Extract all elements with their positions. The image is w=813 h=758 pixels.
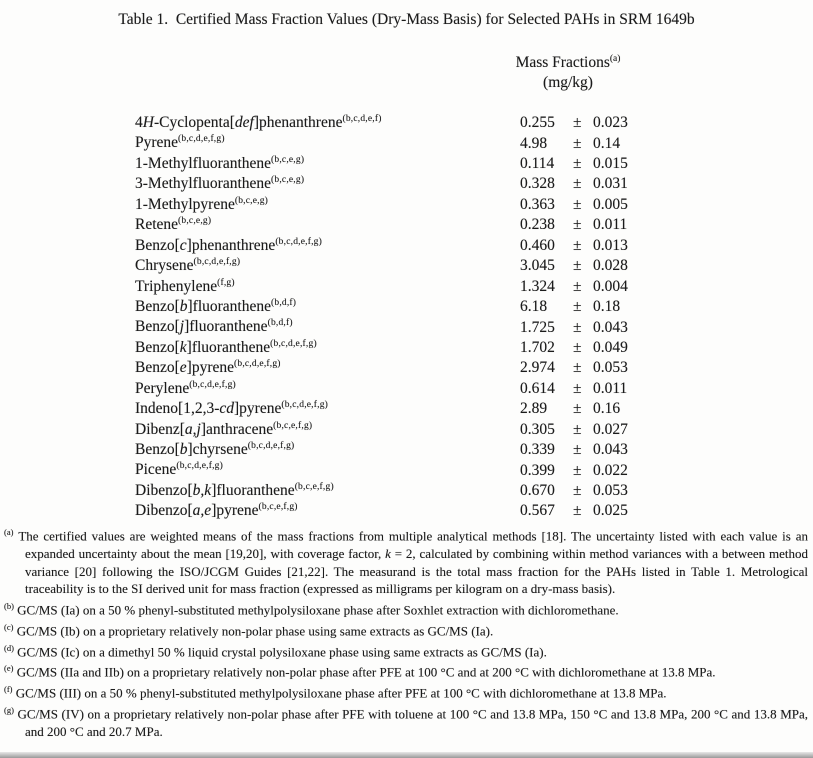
footnote-ref: (b,c,d,e,f,g)	[176, 461, 223, 472]
footnote	[4, 640, 808, 661]
footnote	[4, 598, 808, 619]
footnote-ref: (b,c,e,f,g)	[294, 481, 334, 492]
italic-text: a,j	[184, 420, 201, 438]
text-segment: ]pyrene	[211, 502, 259, 520]
footnote-ref-a: (a)	[609, 54, 621, 64]
italic-text: k	[385, 545, 391, 561]
text-segment: Dibenzo[	[135, 502, 193, 520]
uncertainty-value: 0.043	[593, 318, 628, 336]
footnote-ref: (b,c,e,g)	[271, 154, 305, 165]
text-segment: Dibenzo[	[135, 482, 193, 500]
text-segment: Benzo[	[135, 359, 180, 377]
uncertainty-value: 0.053	[593, 359, 628, 377]
footnote-marker: (d)	[4, 642, 14, 653]
text-segment: GC/MS (IV) on a proprietary relatively non-polar phase after PFE with toluene at 100 °C and 13.8 MPa, 150 °C and 13.8 MPa, 200 °C and 13.8 MPa, and 200 °C and 20.7 MPa.	[17, 706, 808, 740]
footnote-ref: (b,c,d,e,f,g)	[275, 236, 322, 247]
footnote-ref: (f,g)	[217, 277, 235, 288]
mass-value: 3.045	[520, 257, 555, 275]
italic-text: e	[179, 359, 187, 377]
plus-minus: ±	[573, 114, 582, 132]
scan-edge-artifact	[0, 752, 813, 758]
footnote-marker: (b)	[4, 600, 14, 611]
italic-text: b,k	[192, 482, 212, 500]
text-segment: 1-Methylfluoranthene	[135, 155, 272, 173]
plus-minus: ±	[573, 236, 582, 254]
text-segment: Retene	[135, 216, 179, 234]
footnote-ref: (b,c,d,e,f,g)	[270, 338, 317, 349]
mass-value: 0.614	[520, 379, 555, 397]
text-segment: Benzo[	[135, 318, 180, 336]
footnote-marker: (a)	[4, 527, 14, 537]
text-segment: ]pyrene	[186, 359, 234, 377]
column-header-text: Mass Fractions	[515, 54, 610, 72]
uncertainty-value: 0.031	[593, 175, 628, 193]
footnote-ref: (b,c,e,g)	[234, 195, 269, 206]
footnote-ref: (b,d,f)	[271, 297, 297, 308]
footnote-ref: (b,c,e,f,g)	[258, 502, 298, 513]
footnote-ref: (b,c,d,e,f)	[342, 114, 382, 124]
uncertainty-value: 0.005	[593, 195, 628, 213]
text-segment: Benzo[	[135, 441, 180, 459]
text-segment: Indeno[1,2,3-	[135, 400, 220, 418]
mass-value: 1.725	[520, 318, 555, 336]
compound-name	[135, 497, 520, 522]
plus-minus: ±	[573, 338, 582, 356]
text-segment: Perylene	[135, 379, 190, 397]
footnote-marker: (e)	[4, 663, 14, 674]
italic-text: def	[234, 114, 254, 132]
text-segment: Benzo[	[135, 298, 180, 316]
uncertainty-value: 0.028	[593, 257, 628, 275]
footnote-ref: (b,c,d,e,f,g)	[247, 441, 295, 451]
text-segment: Chrysene	[135, 257, 194, 275]
footnote-ref: (b,c,e,g)	[178, 216, 212, 227]
uncertainty-value: 0.015	[593, 155, 628, 173]
text-segment: ]pyrene	[234, 400, 282, 418]
mass-value: 0.567	[520, 502, 555, 520]
italic-text: cd	[219, 400, 235, 418]
footnote-ref: (b,c,e,f,g)	[273, 420, 313, 431]
mass-value: 0.363	[520, 195, 555, 213]
text-segment: Triphenylene	[135, 277, 218, 295]
plus-minus: ±	[573, 216, 582, 234]
uncertainty-value: 0.043	[593, 441, 628, 459]
text-segment: ]phenanthrene	[253, 114, 343, 132]
mass-value: 0.399	[520, 461, 555, 479]
plus-minus: ±	[573, 379, 582, 397]
text-segment: ]anthracene	[200, 420, 274, 438]
plus-minus: ±	[573, 359, 582, 377]
table-row	[135, 109, 813, 132]
italic-text: H	[142, 114, 154, 132]
footnote	[4, 524, 808, 598]
footnote-ref: (b,c,d,e,f,g)	[189, 379, 236, 390]
plus-minus: ±	[573, 318, 582, 336]
mass-value: 1.324	[520, 277, 555, 295]
footnote-ref: (b,c,d,e,f,g)	[193, 257, 241, 268]
mass-value: 0.670	[520, 482, 555, 500]
text-segment: Dibenz[	[135, 420, 185, 438]
mass-value: 0.460	[520, 236, 555, 254]
text-segment: ]fluoranthene	[186, 338, 271, 356]
text-segment: GC/MS (Ic) on a dimethyl 50 % liquid crystal polysiloxane phase using same extracts as GC/MS (Ia).	[17, 643, 547, 659]
uncertainty-value: 0.025	[593, 502, 628, 520]
plus-minus: ±	[573, 400, 582, 418]
plus-minus: ±	[573, 134, 582, 152]
plus-minus: ±	[573, 461, 582, 479]
footnote-ref: (b,c,d,e,f,g)	[234, 359, 281, 370]
italic-text: c	[179, 236, 187, 254]
uncertainty-value: 0.011	[593, 379, 628, 397]
uncertainty-value: 0.14	[593, 134, 621, 152]
plus-minus: ±	[573, 420, 582, 438]
uncertainty-value: 0.004	[593, 277, 628, 295]
mass-value: 2.89	[520, 400, 548, 418]
column-header-unit: (mg/kg)	[543, 74, 593, 92]
uncertainty-value: 0.16	[593, 400, 621, 418]
text-segment: Benzo[	[135, 338, 180, 356]
mass-value: 0.114	[520, 155, 555, 173]
mass-value: 0.305	[520, 420, 555, 438]
text-segment: 3-Methylfluoranthene	[135, 175, 272, 193]
text-segment: ]chyrsene	[187, 441, 248, 459]
text-segment: ]phenanthrene	[186, 236, 276, 254]
plus-minus: ±	[573, 257, 582, 275]
table-title: Table 1. Certified Mass Fraction Values (Dry-Mass Basis) for Selected PAHs in SRM 1649b	[118, 11, 695, 28]
mass-value: 0.328	[520, 175, 555, 193]
plus-minus: ±	[573, 441, 582, 459]
mass-value: 4.98	[520, 134, 548, 152]
text-segment: Benzo[	[135, 236, 180, 254]
text-segment: ]fluoranthene	[211, 482, 295, 500]
footnote	[4, 619, 808, 640]
plus-minus: ±	[573, 195, 582, 213]
footnote-marker: (g)	[4, 705, 14, 716]
footnote-ref: (b,d,f)	[267, 318, 293, 329]
uncertainty-value: 0.023	[593, 114, 628, 132]
footnote-marker: (c)	[4, 621, 14, 632]
uncertainty-value: 0.011	[593, 216, 628, 234]
footnotes	[4, 524, 808, 741]
uncertainty-value: 0.013	[593, 236, 628, 254]
italic-text: j	[179, 318, 185, 336]
plus-minus: ±	[573, 482, 582, 500]
text-segment: GC/MS (III) on a 50 % phenyl-substituted methylpolysiloxane phase after PFE at 100 °C with dichloromethane at 13.8 MPa.	[15, 685, 667, 701]
plus-minus: ±	[573, 277, 582, 295]
mass-value: 1.702	[520, 338, 555, 356]
text-segment: 4	[135, 114, 143, 132]
uncertainty-value: 0.053	[593, 482, 628, 500]
mass-value: 0.255	[520, 114, 555, 132]
footnote-marker: (f)	[4, 684, 13, 695]
footnote-ref: (b,c,d,e,f,g)	[281, 400, 329, 411]
italic-text: b	[179, 298, 188, 316]
text-segment: GC/MS (Ib) on a proprietary relatively non-polar phase using same extracts as GC/MS (Ia).	[16, 622, 494, 638]
text-segment: The certified values are weighted means of the mass fractions from multiple analytical methods [18]. The uncertainty listed with each value is an expanded uncertainty about the mean [19,20], with coverage factor,	[18, 528, 809, 561]
plus-minus: ±	[573, 298, 582, 316]
footnote-ref: (b,c,d,e,f,g)	[178, 134, 225, 145]
text-segment: ]fluoranthene	[187, 298, 272, 316]
text-segment: ]fluoranthene	[184, 318, 268, 336]
footnote	[4, 702, 808, 741]
footnote-ref: (b,c,e,g)	[271, 175, 305, 186]
plus-minus: ±	[573, 502, 582, 520]
text-segment: GC/MS (Ia) on a 50 % phenyl-substituted methylpolysiloxane phase after Soxhlet extraction with dichloromethane.	[17, 602, 619, 618]
text-segment: Pyrene	[135, 134, 179, 152]
column-header-label	[478, 49, 658, 73]
text-segment: 1-Methylpyrene	[135, 195, 235, 213]
italic-text: b	[179, 441, 188, 459]
mass-fraction-table	[135, 109, 813, 518]
plus-minus: ±	[573, 175, 582, 193]
footnote	[4, 660, 808, 681]
column-header	[478, 49, 658, 93]
text-segment: GC/MS (IIa and IIb) on a proprietary relatively non-polar phase after PFE at 100 °C and at 200 °C with dichloromethane at 13.8 MPa.	[16, 664, 716, 680]
uncertainty-value: 0.18	[593, 298, 621, 316]
text-segment: -Cyclopenta[	[153, 114, 235, 132]
plus-minus: ±	[573, 155, 582, 173]
mass-value: 2.974	[520, 359, 555, 377]
mass-value: 0.339	[520, 441, 555, 459]
mass-value: 6.18	[520, 298, 548, 316]
text-segment: = 2, calculated by combining within method variances with a between method variance [20] following the ISO/JCGM Guides [21,22]. The measurand is the total mass fraction for the PAHs listed in Table 1. Metrological traceability is to the SI derived unit for mass fraction (expressed as milligrams per kilogram on a dry-mass basis).	[25, 545, 808, 597]
mass-value: 0.238	[520, 216, 555, 234]
uncertainty-value: 0.049	[593, 338, 628, 356]
italic-text: a,e	[192, 502, 212, 520]
italic-text: k	[179, 338, 187, 356]
uncertainty-value: 0.022	[593, 461, 628, 479]
footnote	[4, 681, 808, 702]
text-segment: Picene	[135, 461, 177, 479]
uncertainty-value: 0.027	[593, 420, 628, 438]
